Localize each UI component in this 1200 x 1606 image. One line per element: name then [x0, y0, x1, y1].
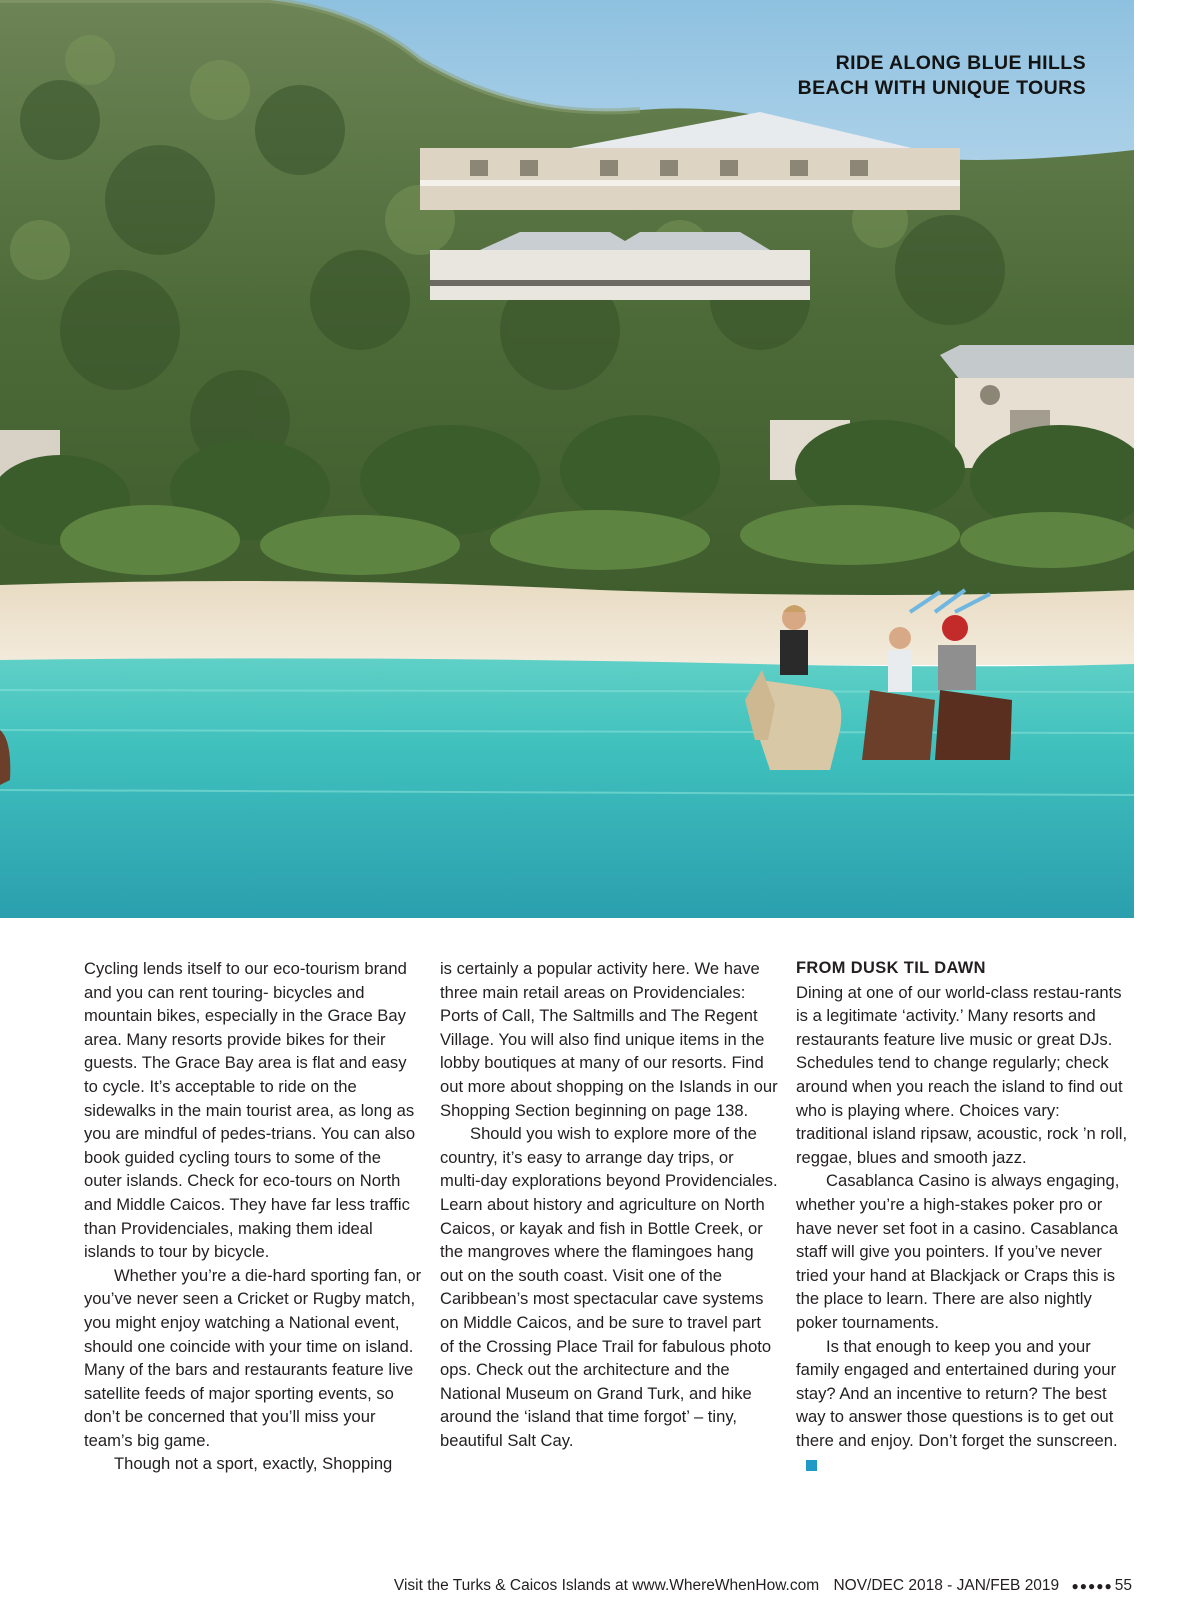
- page-number: 55: [1114, 1577, 1132, 1594]
- paragraph: Whether you’re a die-hard sporting fan, or you’ve never seen a Cricket or Rugby match, you might enjoy watching a National event, should one coincide with your time on island. Many of the bars and restaurants feature live satellite feeds of major sporting events, so don’t be concerned that you’ll miss your team’s big game.: [84, 1265, 422, 1450]
- photo-caption: [666, 51, 1086, 101]
- paragraph: [796, 1335, 1134, 1477]
- footer-dots: ●●●●●: [1071, 1579, 1113, 1593]
- paragraph: Dining at one of our world-class restau-rants is a legitimate ‘activity.’ Many resorts and restaurants feature live music or great DJs. Schedules tend to change regularly; check around when you reach the island to find out who is playing where. Choices vary: traditional island ripsaw, acoustic, rock ’n roll, reggae, blues and smooth jazz.: [796, 982, 1128, 1167]
- footer-text: Visit the Turks & Caicos Islands at www.WhereWhenHow.com: [393, 1577, 820, 1594]
- page-footer: [394, 1577, 1132, 1595]
- footer-issue: NOV/DEC 2018 - JAN/FEB 2019: [833, 1577, 1060, 1594]
- article-column-2: [440, 957, 778, 1452]
- caption-line-2: BEACH WITH UNIQUE TOURS: [797, 77, 1086, 99]
- article-column-3: [796, 957, 1134, 1476]
- end-of-article-mark: [806, 1460, 817, 1471]
- paragraph: Casablanca Casino is always engaging, whether you’re a high-stakes poker pro or have never set foot in a casino. Casablanca staff will give you pointers. If you’ve never tried your hand at Blackjack or Craps this is the place to learn. There are also nightly poker tournaments.: [796, 1171, 1120, 1332]
- paragraph: Though not a sport, exactly, Shopping: [114, 1454, 393, 1474]
- paragraph-text: Is that enough to keep you and your family engaged and entertained during your stay? And an incentive to return? The best way to answer those questions is to get out there and enjoy. Don’t forget the sunscreen.: [796, 1336, 1118, 1450]
- paragraph: is certainly a popular activity here. We have three main retail areas on Providenciales: Ports of Call, The Saltmills and The Regent Village. You will also find unique items in the lobby boutiques at many of our resorts. Find out more about shopping on the Islands in our Shopping Section beginning on page 138.: [440, 959, 778, 1120]
- article-column-1: [84, 957, 422, 1476]
- caption-line-1: RIDE ALONG BLUE HILLS: [835, 52, 1086, 74]
- paragraph: Cycling lends itself to our eco-tourism brand and you can rent touring- bicycles and mountain bikes, especially in the Grace Bay area. Many resorts provide bikes for their guests. The Grace Bay area is flat and easy to cycle. It’s acceptable to ride on the sidewalks in the main tourist area, as long as you are mindful of pedes-trians. You can also book guided cycling tours to some of the outer islands. Check for eco-tours on North and Middle Caicos. They have far less traffic than Providenciales, making them ideal islands to tour by bicycle.: [84, 959, 416, 1262]
- section-heading: FROM DUSK TIL DAWN: [796, 959, 986, 977]
- paragraph: Should you wish to explore more of the country, it’s easy to arrange day trips, or multi-day explorations beyond Providenciales. Learn about history and agriculture on North Caicos, or kayak and fish in Bottle Creek, or the mangroves where the flamingoes hang out on the south coast. Visit one of the Caribbean’s most spectacular cave systems on Middle Caicos, and be sure to travel part of the Crossing Place Trail for fabulous photo ops. Check out the architecture and the National Museum on Grand Turk, and hike around the ‘island that time forgot’ – tiny, beautiful Salt Cay.: [440, 1124, 778, 1450]
